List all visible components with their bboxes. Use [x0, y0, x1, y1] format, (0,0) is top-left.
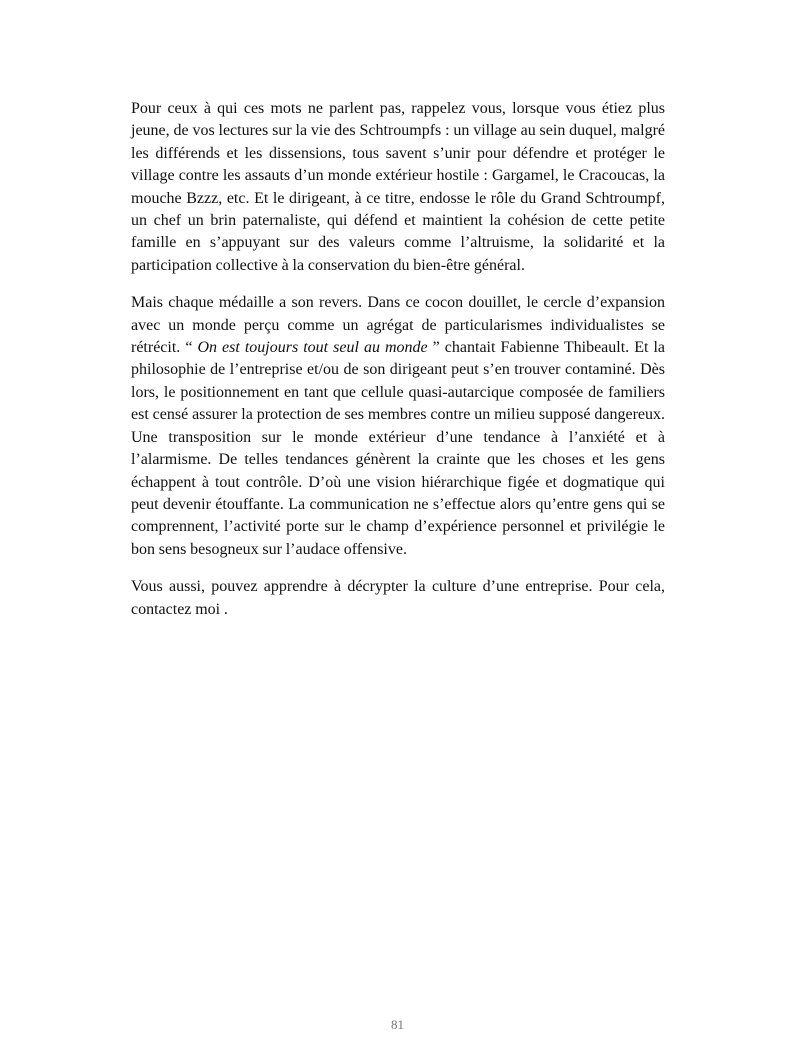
paragraph-revers-end: ” chantait Fabienne Thibeault. Et la philosophie de l’entreprise et/ou de son dirigeant peut s’en trouver contaminé. Dès lors, le positionnement en tant que cellule quasi-autarcique composée de familiers est censé assurer la protection de ses membres contre un milieu supposé dangereux. Une transposition sur le monde extérieur d’une tendance à l’anxiété et à l’alarmisme. De telles tendances génèrent la crainte que les choses et les gens échappent à tout contrôle. D’où une vision hiérarchique figée et dogmatique qui peut devenir étouffante. La communication ne s’effectue alors qu’entre gens qui se comprennent, l’activité porte sur le champ d’expérience personnel et privilégie le bon sens besogneux sur l’audace offensive. [131, 339, 665, 558]
song-quote: On est toujours tout seul au monde [197, 339, 428, 357]
page-number: 81 [391, 1017, 404, 1032]
text-body [131, 98, 665, 636]
paragraph-revers [131, 292, 665, 561]
paragraph-revers-start: Mais chaque médaille a son revers. Dans ce cocon douillet, le cercle d’expansion avec un monde perçu comme un agrégat de particularismes individualistes se rétrécit. “ [131, 294, 665, 357]
paragraph-schtroumpfs: Pour ceux à qui ces mots ne parlent pas, rappelez vous, lorsque vous étiez plus jeune, de vos lectures sur la vie des Schtroumpfs : un village au sein duquel, malgré les différends et les dissensions, tous savent s’unir pour défendre et protéger le village contre les assauts d’un monde extérieur hostile : Gargamel, le Cracoucas, la mouche Bzzz, etc. Et le dirigeant, à ce titre, endosse le rôle du Grand Schtroumpf, un chef un brin paternaliste, qui défend et maintient la cohésion de cette petite famille en s’appuyant sur des valeurs comme l’altruisme, la solidarité et la participation collective à la conservation du bien-être général. [131, 100, 665, 274]
paragraph-contact: Vous aussi, pouvez apprendre à décrypter la culture d’une entreprise. Pour cela, contactez moi . [131, 578, 665, 618]
